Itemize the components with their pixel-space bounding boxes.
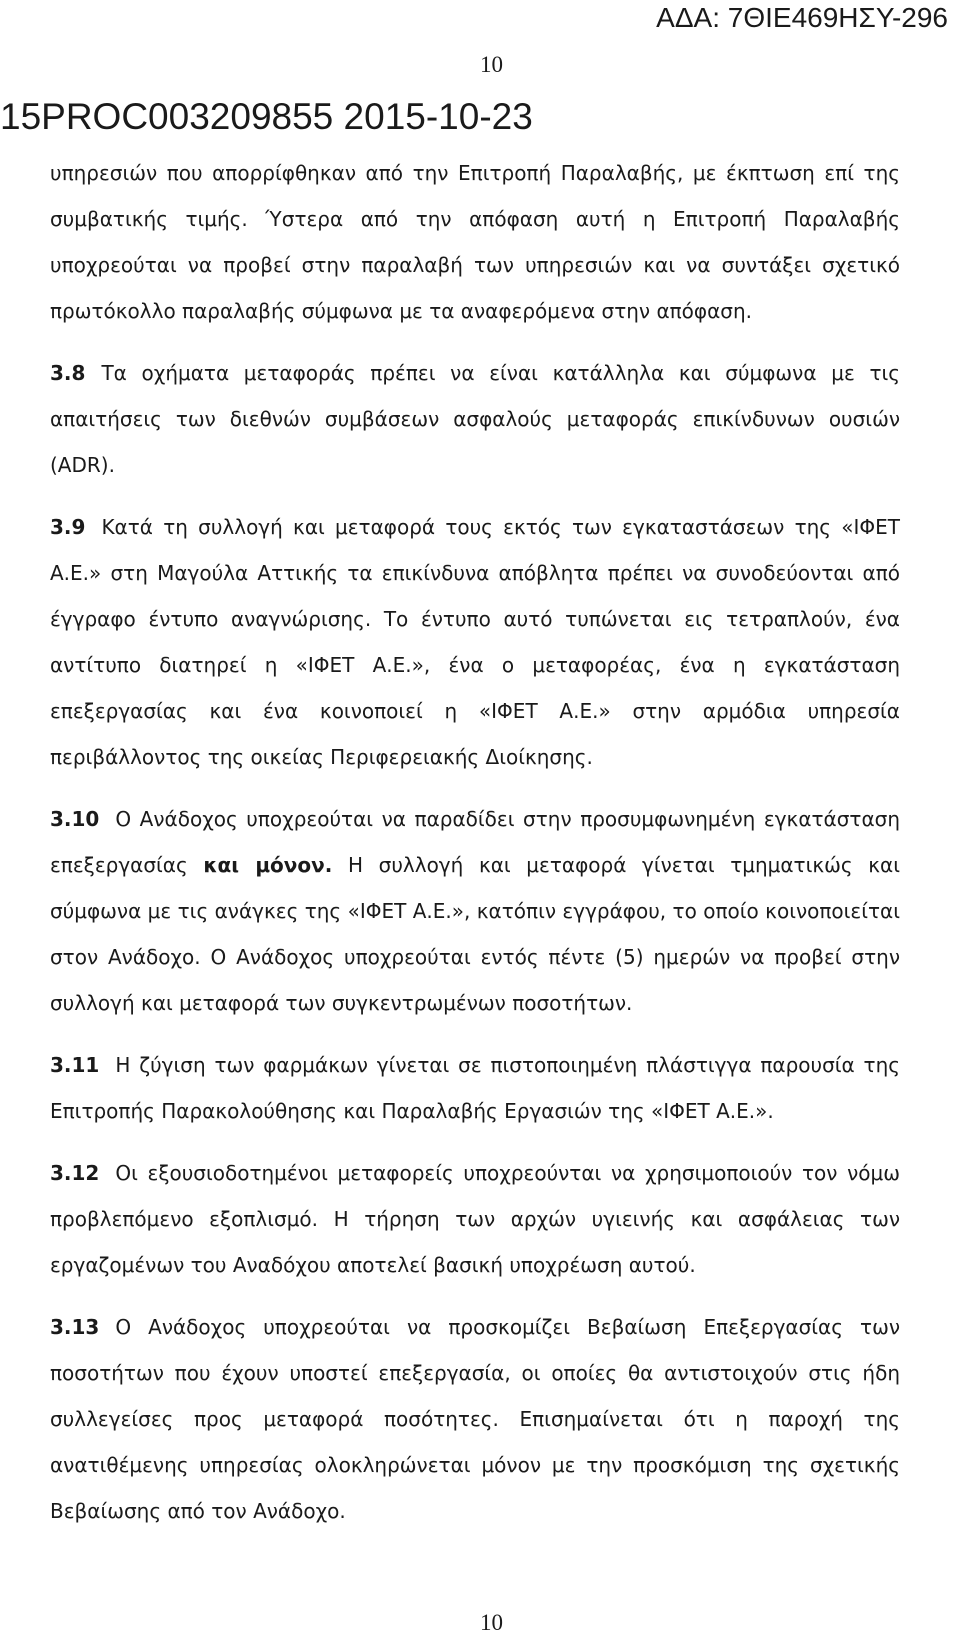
paragraph-text: Οι εξουσιοδοτημένοι μεταφορείς υποχρεούνται να χρησιμοποιούν τον νόμω προβλεπόμενο εξοπλισμό. Η τήρηση των αρχών υγιεινής και ασφάλειας των εργαζομένων του Αναδόχου αποτελεί βασική υποχρέωση αυτού.: [50, 1161, 900, 1277]
paragraph-number: 3.10: [50, 807, 100, 831]
paragraph-text: Κατά τη συλλογή και μεταφορά τους εκτός των εγκαταστάσεων της «ΙΦΕΤ Α.Ε.» στη Μαγούλα Αττικής τα επικίνδυνα απόβλητα πρέπει να συνοδεύονται από έγγραφο έντυπο αναγνώρισης. Το έντυπο αυτό τυπώνεται εις τετραπλούν, ένα αντίτυπο διατηρεί η «ΙΦΕΤ Α.Ε.», ένα ο μεταφορέας, ένα η εγκατάσταση επεξεργασίας και ένα κοινοποιεί η «ΙΦΕΤ Α.Ε.» στην αρμόδια υπηρεσία περιβάλλοντος της οικείας Περιφερειακής Διοίκησης.: [50, 515, 900, 769]
paragraph-3-11: [50, 1042, 900, 1134]
paragraph-number: 3.8: [50, 361, 86, 385]
paragraph-3-10: [50, 796, 900, 1026]
paragraph-text: Η συλλογή και μεταφορά γίνεται τμηματικώς και σύμφωνα με τις ανάγκες της «ΙΦΕΤ Α.Ε.», κατόπιν εγγράφου, το οποίο κοινοποιείται στον Ανάδοχο. Ο Ανάδοχος υποχρεούται εντός πέντε (5) ημερών να προβεί στην συλλογή και μεταφορά των συγκεντρωμένων ποσοτήτων.: [50, 853, 901, 1015]
paragraph-continuation: [50, 150, 900, 334]
paragraph-text: Η ζύγιση των φαρμάκων γίνεται σε πιστοποιημένη πλάστιγγα παρουσία της Επιτροπής Παρακολούθησης και Παραλαβής Εργασιών της «ΙΦΕΤ Α.Ε.».: [50, 1053, 900, 1123]
paragraph-number: 3.9: [50, 515, 86, 539]
paragraph-number: 3.12: [50, 1161, 100, 1185]
paragraph-3-13: [50, 1304, 900, 1534]
paragraph-3-12: [50, 1150, 900, 1288]
paragraph-text: Ο Ανάδοχος υποχρεούται να παραδίδει στην προσυμφωνημένη εγκατάσταση επεξεργασίας: [50, 807, 900, 877]
page-number-bottom: 10: [480, 1610, 503, 1635]
paragraph-number: 3.13: [50, 1315, 100, 1339]
page-number-top: 10: [480, 52, 503, 77]
protocol-number: 15PROC003209855 2015-10-23: [0, 96, 533, 137]
ada-code: ΑΔΑ: 7ΘΙΕ469ΗΣΥ-296: [656, 2, 948, 33]
paragraph-3-8: [50, 350, 900, 488]
paragraph-number: 3.11: [50, 1053, 100, 1077]
paragraph-text: υπηρεσιών που απορρίφθηκαν από την Επιτροπή Παραλαβής, με έκπτωση επί της συμβατικής τιμής. Ύστερα από την απόφαση αυτή η Επιτροπή Παραλαβής υποχρεούται να προβεί στην παραλαβή των υπηρεσιών και να συντάξει σχετικό πρωτόκολλο παραλαβής σύμφωνα με τα αναφερόμενα στην απόφαση.: [50, 161, 900, 323]
paragraph-bold-text: και μόνον.: [203, 853, 333, 877]
document-body: [50, 150, 900, 1534]
paragraph-3-9: [50, 504, 900, 780]
paragraph-text: Τα οχήματα μεταφοράς πρέπει να είναι κατάλληλα και σύμφωνα με τις απαιτήσεις των διεθνών συμβάσεων ασφαλούς μεταφοράς επικίνδυνων ουσιών (ADR).: [50, 361, 900, 477]
paragraph-text: Ο Ανάδοχος υποχρεούται να προσκομίζει Βεβαίωση Επεξεργασίας των ποσοτήτων που έχουν υποστεί επεξεργασία, οι οποίες θα αντιστοιχούν στις ήδη συλλεγείσες προς μεταφορά ποσότητες. Επισημαίνεται ότι η παροχή της ανατιθέμενης υπηρεσίας ολοκληρώνεται μόνον με την προσκόμιση της σχετικής Βεβαίωσης από τον Ανάδοχο.: [50, 1315, 900, 1523]
